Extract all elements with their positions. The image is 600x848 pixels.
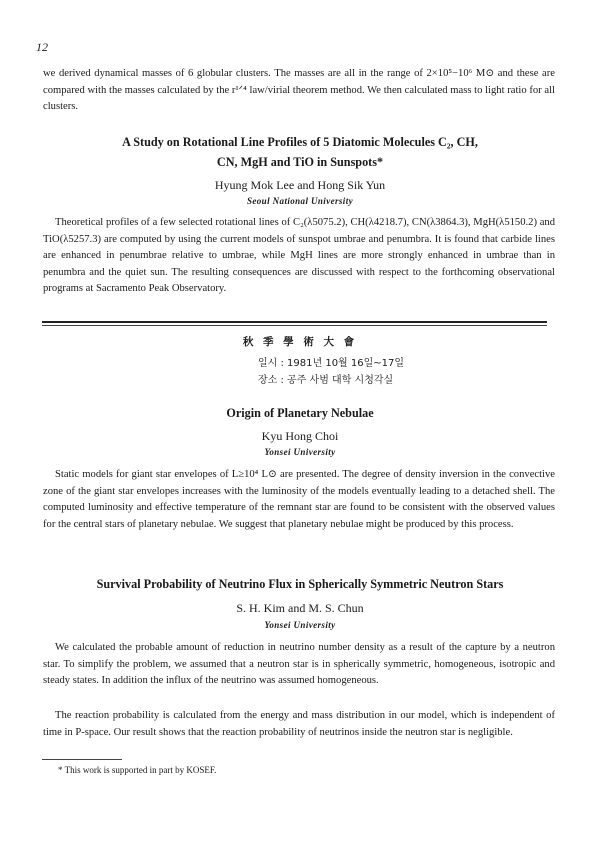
footnote: * This work is supported in part by KOSEF.: [58, 765, 217, 775]
article1-title-line2: CN, MgH and TiO in Sunspots*: [216, 155, 384, 169]
article2-affiliation: Yonsei University: [264, 447, 336, 457]
previous-abstract-continuation: we derived dynamical masses of 6 globular clusters. The masses are all in the range of 2×10⁵−10⁶ M⊙ and these are compared with the masses calculated by the r¹ᐟ⁴ law/virial theorem method. We then calculated mass to light ratio for all clusters.: [43, 68, 555, 113]
footnote-rule: [42, 759, 122, 760]
meeting-title: 秋 季 學 術 大 會: [242, 336, 358, 348]
article3-affiliation: Yonsei University: [264, 620, 336, 630]
article2-abstract-text: Static models for giant star envelopes of L≥10⁴ L⊙ are presented. The degree of density inversion in the convective zone of the giant star envelopes increases with the luminosity of the models eventually leading to a detached shell. The computed luminosity and effective temperature of the remnant star are found to be consistent with the observed values for the central stars of planetary nebulae. We suggest that planetary nebulae might be produced by this process.: [43, 469, 555, 530]
article1-abstract: [43, 215, 555, 298]
article1-abstract-text: Theoretical profiles of a few selected rotational lines of C₂(λ5075.2), CH(λ4218.7), CN(λ3864.3), MgH(λ5150.2) and TiO(λ5257.3) are computed by using the current models of sunspot umbrae and penumbra. It is found that carbide lines are enhanced in penumbrae relative to umbrae, while MgH lines are more strongly enhanced in umbrae than in penumbra and the quiet sun. The resulting consequences are discussed with respect to the forthcoming observational programs at Sacramento Peak Observatory.: [43, 217, 555, 295]
article2-authors: Kyu Hong Choi: [261, 429, 339, 443]
article3-title: Survival Probability of Neutrino Flux in Spherically Symmetric Neutron Stars: [96, 577, 504, 591]
article3-authors: S. H. Kim and M. S. Chun: [236, 601, 364, 615]
article3-abstract-p2: [43, 708, 555, 741]
article3-abstract-p1-text: We calculated the probable amount of reduction in neutrino number density as a result of the capture by a neutron star. To simplify the problem, we assumed that a neutron star is in spherically symmetric, homogeneous, isotropic and steady states. In addition the influx of the neutrino was assumed homogeneous.: [43, 642, 555, 687]
meeting-date: 일시 : 1981년 10월 16일~17일: [258, 358, 405, 369]
article2-title: Origin of Planetary Nebulae: [226, 406, 374, 420]
section-divider-thick: [42, 321, 547, 323]
article1-authors: Hyung Mok Lee and Hong Sik Yun: [214, 178, 386, 192]
article1-affiliation: Seoul National University: [246, 196, 353, 206]
meeting-place: 장소 : 공주 사범 대학 시청각실: [258, 375, 394, 386]
section-divider-thin: [42, 325, 547, 326]
article3-abstract-p2-text: The reaction probability is calculated from the energy and mass distribution in our model, which is independent of time in P-space. Our result shows that the reaction probability of neutrinos inside the neutron star is negligible.: [43, 710, 555, 738]
meeting-info: [258, 355, 404, 389]
article2-abstract: [43, 467, 555, 533]
article1-title-line1: A Study on Rotational Line Profiles of 5 Diatomic Molecules C₂, CH,: [122, 135, 478, 149]
page-number: 12: [36, 40, 48, 54]
article3-abstract-p1: [43, 640, 555, 690]
